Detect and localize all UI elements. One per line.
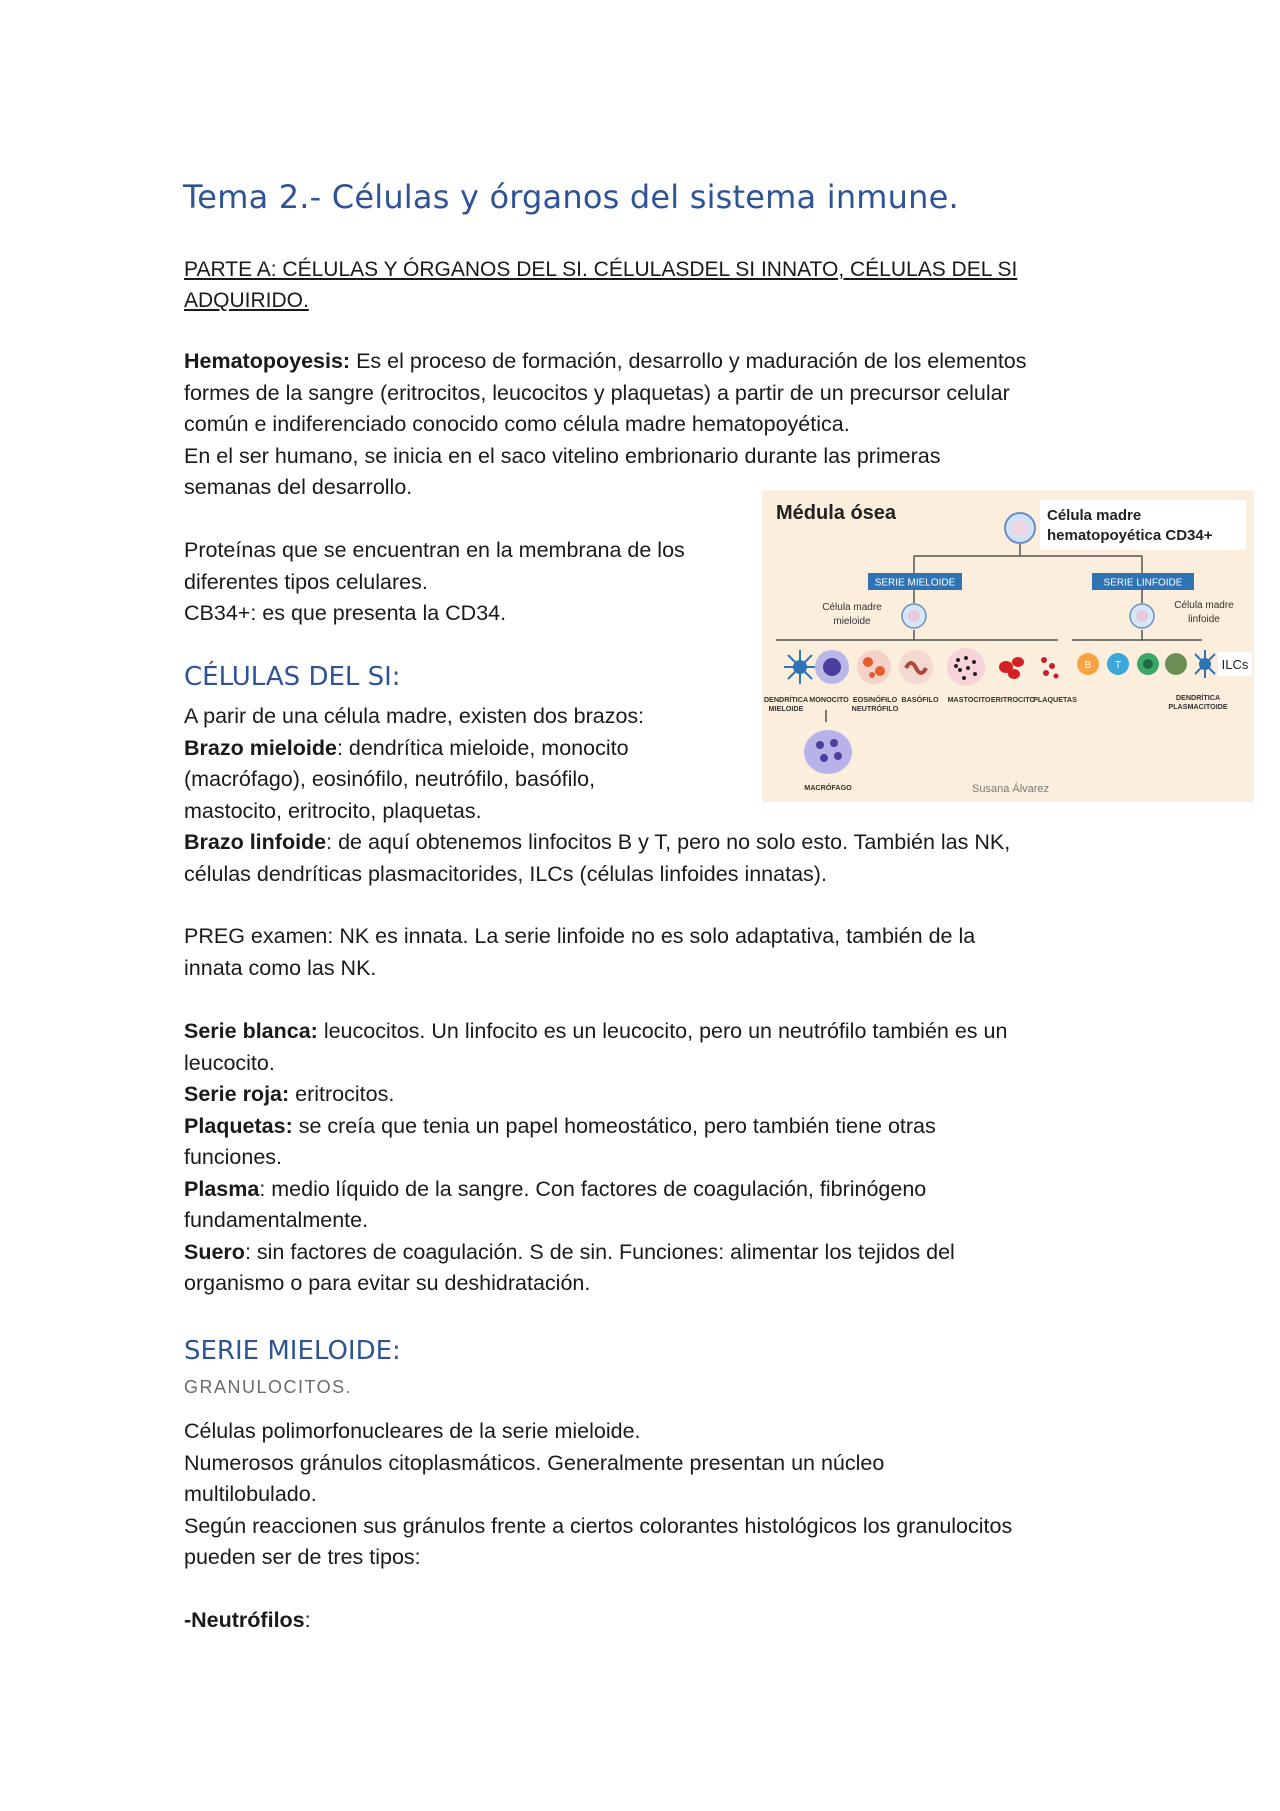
lymphoid-series-label: SERIE LINFOIDE	[1103, 577, 1183, 589]
myeloid-section-heading: SERIE MIELOIDE:	[184, 1336, 401, 1366]
white-series-term: Serie blanca:	[184, 1019, 318, 1043]
stem-cell-label-line-1: Célula madre	[1047, 507, 1142, 524]
red-series-text: eritrocitos.	[289, 1082, 395, 1106]
proteins-line-1: Proteínas que se encuentran en la membrana de los	[184, 538, 685, 562]
myeloid-arm-term: Brazo mieloide	[184, 735, 337, 760]
platelets-line-2: funciones.	[184, 1145, 283, 1169]
hematopoyesis-term: Hematopoyesis:	[184, 349, 351, 373]
neutrophils-colon: :	[304, 1608, 311, 1632]
granulocytes-subheading: GRANULOCITOS.	[184, 1377, 353, 1397]
hematopoyesis-line-4: En el ser humano, se inicia en el saco vitelino embrionario durante las primeras	[184, 443, 941, 468]
myeloid-body-line-2: Numerosos gránulos citoplasmáticos. Generalmente presentan un núcleo	[184, 1450, 885, 1475]
platelets-line-1: se creía que tenia un papel homeostático, pero también tiene otras	[292, 1113, 936, 1138]
myeloid-progenitor-nucleus	[908, 610, 920, 622]
label-dendritic-myeloid-2: MIELOIDE	[768, 704, 804, 713]
lymphoid-progenitor-line-2: linfoide	[1188, 614, 1220, 625]
cells-intro: A parir de una célula madre, existen dos brazos:	[184, 704, 645, 728]
myeloid-line-3: mastocito, eritrocito, plaquetas.	[184, 798, 482, 823]
label-dendritic-myeloid-1: DENDRÍTICA	[763, 695, 809, 704]
lymphoid-progenitor-nucleus	[1136, 610, 1148, 622]
plasmacytoid-dendritic-icon	[1165, 653, 1187, 675]
definitions	[184, 1016, 1007, 1300]
exam-note	[184, 921, 975, 984]
stem-cell-nucleus	[1012, 520, 1028, 536]
hematopoyesis-paragraph	[184, 346, 1027, 504]
hematopoyesis-line-1: Es el proceso de formación, desarrollo y maduración de los elementos	[350, 349, 1027, 373]
lymphoid-progenitor-line-1: Célula madre	[1174, 600, 1234, 611]
macrophage-icon	[804, 730, 852, 774]
lymphoid-arm-term: Brazo linfoide	[184, 830, 327, 854]
label-erythrocyte: ERITROCITO	[990, 695, 1036, 704]
proteins-paragraph	[184, 535, 685, 630]
label-basophil: BASÓFILO	[901, 695, 939, 704]
stem-cell-label-line-2: hematopoyética CD34+	[1047, 527, 1213, 544]
hematopoyesis-line-2: formes de la sangre (eritrocitos, leucocitos y plaquetas) a partir de un precursor celular	[184, 380, 1010, 405]
plasma-line-1: : medio líquido de la sangre. Con factores de coagulación, fibrinógeno	[259, 1176, 927, 1201]
platelets-term: Plaquetas:	[184, 1113, 293, 1138]
hematopoyesis-line-5: semanas del desarrollo.	[184, 475, 413, 499]
serum-term: Suero	[184, 1239, 245, 1264]
myeloid-progenitor-line-2: mieloide	[833, 616, 871, 627]
myeloid-series-label: SERIE MIELOIDE	[874, 577, 956, 589]
myeloid-body-line-1: Células polimorfonucleares de la serie mieloide.	[184, 1419, 641, 1443]
exam-note-line-1: PREG examen: NK es innata. La serie linfoide no es solo adaptativa, también de la	[184, 924, 976, 948]
hematopoiesis-diagram	[762, 490, 1254, 802]
label-neutrophil: NEUTRÓFILO	[851, 704, 899, 713]
label-monocyte: MONOCITO	[809, 695, 849, 704]
diagram-credit: Susana Álvarez	[972, 783, 1050, 795]
part-heading	[184, 254, 1044, 316]
myeloid-line-2: (macrófago), eosinófilo, neutrófilo, basófilo,	[184, 767, 596, 791]
label-macrophage: MACRÓFAGO	[804, 783, 852, 792]
exam-note-line-2: innata como las NK.	[184, 955, 377, 980]
monocyte-nucleus	[823, 658, 841, 676]
label-eosinophil: EOSINÓFILO	[852, 695, 898, 704]
myeloid-progenitor-line-1: Célula madre	[822, 602, 882, 613]
neutrophils-heading: -Neutrófilos	[184, 1608, 305, 1632]
proteins-line-3: CB34+: es que presenta la CD34.	[184, 601, 507, 625]
part-heading-line-1: PARTE A: CÉLULAS Y ÓRGANOS DEL SI. CÉLULASDEL SI INNATO, CÉLULAS DEL SI	[184, 258, 1018, 281]
white-series-line-1: leucocitos. Un linfocito es un leucocito, pero un neutrófilo también es un	[317, 1019, 1008, 1043]
lymphoid-line-1: : de aquí obtenemos linfocitos B y T, pero no solo esto. También las NK,	[326, 830, 1011, 854]
basophil-icon	[947, 648, 985, 686]
b-cell-label: B	[1084, 660, 1092, 671]
myeloid-body-line-4: Según reaccionen sus gránulos frente a ciertos colorantes histológicos los granulocitos	[184, 1513, 1013, 1538]
myeloid-body-line-5: pueden ser de tres tipos:	[184, 1545, 421, 1569]
myeloid-line-1: : dendrítica mieloide, monocito	[336, 735, 629, 760]
plasma-line-2: fundamentalmente.	[184, 1208, 369, 1232]
proteins-line-2: diferentes tipos celulares.	[184, 569, 428, 594]
plasma-term: Plasma	[184, 1176, 260, 1201]
label-dendritic-plasma-2: PLASMACITOIDE	[1168, 702, 1228, 711]
white-series-line-2: leucocito.	[184, 1050, 275, 1075]
t-cell-label: T	[1114, 660, 1122, 671]
myeloid-body-line-3: multilobulado.	[184, 1482, 317, 1506]
label-dendritic-plasma-1: DENDRÍTICA	[1175, 693, 1221, 702]
label-platelets: PLAQUETAS	[1033, 695, 1077, 704]
hematopoyesis-line-3: común e indiferenciado conocido como célula madre hematopoyética.	[184, 412, 850, 436]
serum-line-1: : sin factores de coagulación. S de sin. Funciones: alimentar los tejidos del	[244, 1239, 955, 1264]
cells-section-heading: CÉLULAS DEL SI:	[184, 662, 401, 692]
part-heading-line-2: ADQUIRIDO.	[184, 289, 309, 312]
diagram-title: Médula ósea	[776, 502, 897, 524]
document-title: Tema 2.- Células y órganos del sistema inmune.	[183, 178, 959, 216]
label-mastocyte: MASTOCITO	[947, 695, 991, 704]
myeloid-section-body	[184, 1416, 1012, 1637]
eosinophil-icon	[857, 650, 891, 684]
dendritic-myeloid-icon	[784, 650, 816, 684]
ilcs-label: ILCs	[1221, 657, 1249, 672]
lymphoid-line-2: células dendríticas plasmacitorides, ILCs (células linfoides innatas).	[184, 861, 827, 886]
red-series-term: Serie roja:	[184, 1082, 290, 1106]
serum-line-2: organismo o para evitar su deshidratación.	[184, 1271, 591, 1295]
